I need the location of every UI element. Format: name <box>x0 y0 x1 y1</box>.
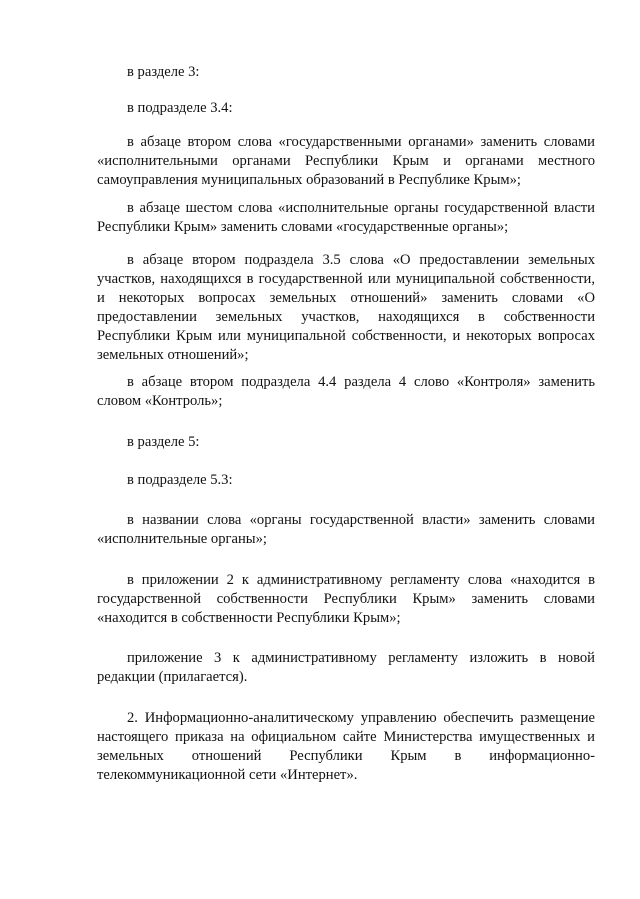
paragraph-abzats-vtorom: в абзаце втором слова «государственными органами» заменить словами «исполнительными органами Республики Крым и органами местного самоуправления муниципальных образований в Республике Крым»; <box>97 134 595 188</box>
paragraph-subsection-3-4: в подразделе 3.4: <box>127 100 233 116</box>
paragraph-section-3: в разделе 3: <box>127 64 200 80</box>
paragraph-abzats-shestom: в абзаце шестом слова «исполнительные органы государственной власти Республики Крым» заменить словами «государственные органы»; <box>97 200 595 235</box>
paragraph-subsection-3-5: в абзаце втором подраздела 3.5 слова «О предоставлении земельных участков, находящихся в государственной или муниципальной собственности, и некоторых вопросах земельных отношений» заменить словами «О предоставлении земельных участков, находящихся в собственности Республики Крым или муниципальной собственности, и некоторых вопросах земельных отношений»; <box>97 252 595 363</box>
paragraph-section-5: в разделе 5: <box>127 434 200 450</box>
paragraph-item-2: 2. Информационно-аналитическому управлению обеспечить размещение настоящего приказа на официальном сайте Министерства имущественных и земельных отношений Республики Крым в информационно-телекоммуникационной сети «Интернет». <box>97 710 595 783</box>
paragraph-subsection-4-4: в абзаце втором подраздела 4.4 раздела 4 слово «Контроля» заменить словом «Контроль»; <box>97 374 595 409</box>
paragraph-prilozhenie-2: в приложении 2 к административному регламенту слова «находится в государственной собственности Республики Крым» заменить словами «находится в собственности Республики Крым»; <box>97 572 595 626</box>
paragraph-nazvanie: в названии слова «органы государственной власти» заменить словами «исполнительные органы»; <box>97 512 595 547</box>
paragraph-prilozhenie-3: приложение 3 к административному регламенту изложить в новой редакции (прилагается). <box>97 650 595 685</box>
paragraph-subsection-5-3: в подразделе 5.3: <box>127 472 233 488</box>
